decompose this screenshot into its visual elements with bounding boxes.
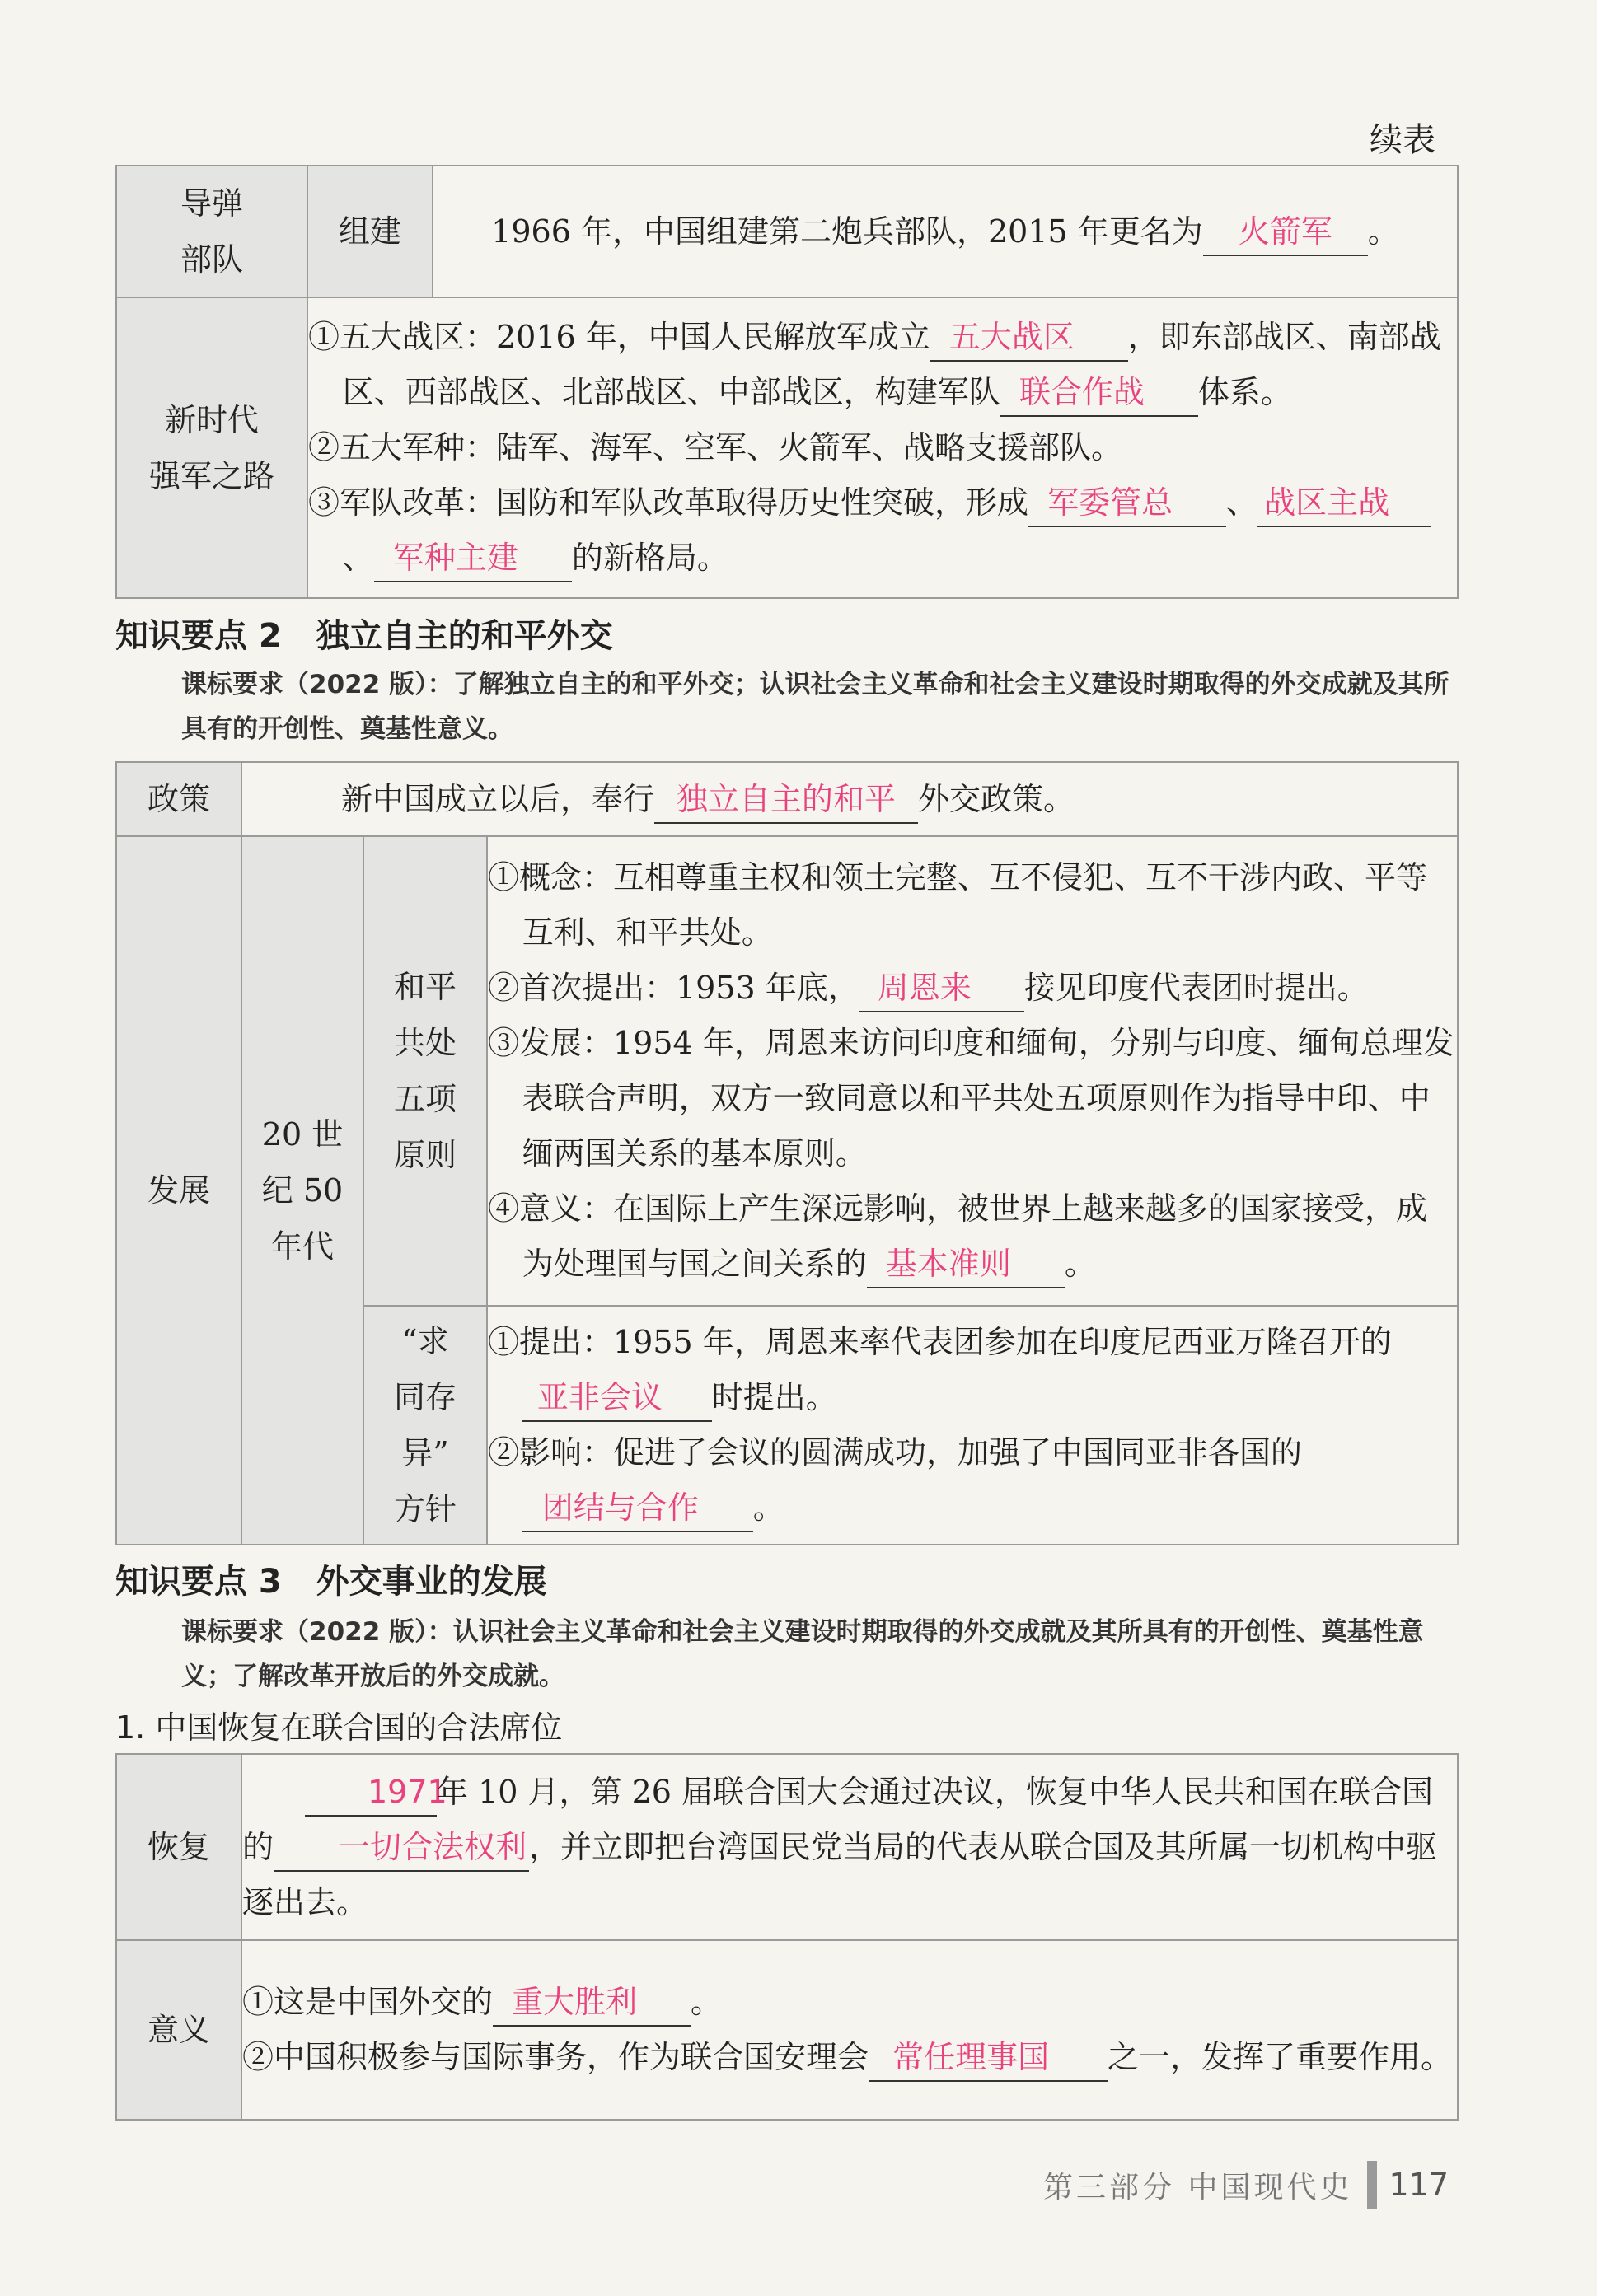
answer-blank: 一切合法权利 [274, 1824, 529, 1872]
answer-blank: 1971 [305, 1769, 437, 1817]
answer-blank: 军委管总 [1028, 479, 1226, 527]
curriculum-requirement-2: 课标要求（2022 版）：了解独立自主的和平外交；认识社会主义革命和社会主义建设时期取得的外交成就及其所具有的开创性、奠基性意义。 [181, 670, 1449, 744]
cell-meaning-content [241, 1940, 1458, 2120]
table-row [116, 836, 1458, 1306]
part-title: 第三部分 中国现代史 [1043, 2170, 1353, 2205]
cell-new-era-content [307, 297, 1458, 598]
row-label-meaning: 意义 [116, 1940, 241, 2120]
table-row [116, 762, 1458, 836]
curriculum-requirement-3: 课标要求（2022 版）：认识社会主义革命和社会主义建设时期取得的外交成就及其所具有的开创性、奠基性意义；了解改革开放后的外交成就。 [181, 1617, 1424, 1691]
list-item: ①提出：1955 年，周恩来率代表团参加在印度尼西亚万隆召开的亚非会议 时提出。 [488, 1315, 1457, 1425]
page-footer [1043, 2161, 1449, 2209]
answer-blank: 重大胜利 [493, 1979, 691, 2027]
diplomacy-table [115, 761, 1459, 1545]
continued-label: 续表 [1370, 121, 1435, 159]
list-item: ①五大战区：2016 年，中国人民解放军成立 五大战区 ，即东部战区、南部战区、西部战区、北部战区、中部战区，构建军队 联合作战 体系。 [308, 310, 1457, 420]
list-item: ④意义：在国际上产生深远影响，被世界上越来越多的国家接受，成为处理国与国之间关系的 基本准则 。 [488, 1181, 1457, 1292]
list-item: ②中国积极参与国际事务，作为联合国安理会 常任理事国 之一，发挥了重要作用。 [242, 2030, 1457, 2085]
row-label-restore: 恢复 [116, 1754, 241, 1940]
cell-seek-common [487, 1306, 1458, 1545]
list-item: ②五大军种：陆军、海军、空军、火箭军、战略支援部队。 [308, 429, 1123, 465]
row-label-missile: 导弹 部队 [116, 166, 307, 297]
table-row [116, 1754, 1458, 1940]
page-number: 117 [1389, 2167, 1449, 2203]
row-label-policy: 政策 [116, 762, 241, 836]
list-item: ③军队改革：国防和军队改革取得历史性突破，形成 军委管总 、 战区主战、 军种主建 的新格局。 [308, 475, 1457, 586]
footer-divider [1367, 2161, 1377, 2209]
answer-blank: 团结与合作 [522, 1485, 753, 1532]
cell-five-principles [487, 836, 1458, 1306]
answer-blank: 常任理事国 [869, 2034, 1108, 2082]
principle-label-five: 和平 共处 五项 原则 [363, 836, 487, 1306]
answer-blank: 亚非会议 [522, 1374, 712, 1422]
answer-blank: 基本准则 [867, 1241, 1065, 1288]
list-item: ①概念：互相尊重主权和领土完整、互不侵犯、互不干涉内政、平等互利、和平共处。 [488, 859, 1428, 951]
answer-blank: 火箭军 [1203, 208, 1368, 256]
principle-label-seek-common: “求 同存 异” 方针 [363, 1306, 487, 1545]
table-row [116, 1940, 1458, 2120]
row-sublabel-establish: 组建 [307, 166, 433, 297]
cell-missile-content: 1966 年，中国组建第二炮兵部队，2015 年更名为 火箭军 。 [433, 166, 1458, 297]
answer-blank: 联合作战 [1000, 369, 1198, 417]
answer-blank: 五大战区 [930, 314, 1128, 362]
answer-blank: 独立自主的和平 [654, 776, 918, 824]
cell-restore-content: 1971年 10 月，第 26 届联合国大会通过决议，恢复中华人民共和国在联合国的 一切合法权利，并立即把台湾国民党当局的代表从联合国及其所属一切机构中驱逐出去。 [241, 1754, 1458, 1940]
military-table [115, 165, 1459, 599]
cell-policy-content: 新中国成立以后，奉行 独立自主的和平 外交政策。 [241, 762, 1458, 836]
table-row [116, 166, 1458, 297]
table-row [116, 297, 1458, 598]
era-label: 20 世 纪 50 年代 [241, 836, 363, 1545]
answer-blank: 周恩来 [859, 965, 1024, 1012]
un-table [115, 1753, 1459, 2121]
list-item: ②影响：促进了会议的圆满成功，加强了中国同亚非各国的团结与合作 。 [488, 1425, 1457, 1536]
subheading-un-seat: 1. 中国恢复在联合国的合法席位 [115, 1709, 563, 1746]
section-title-2: 知识要点 2 独立自主的和平外交 [115, 617, 613, 655]
list-item: ③发展：1954 年，周恩来访问印度和缅甸，分别与印度、缅甸总理发表联合声明，双方一致同意以和平共处五项原则作为指导中印、中缅两国关系的基本原则。 [488, 1025, 1454, 1171]
list-item: ②首次提出：1953 年底， 周恩来 接见印度代表团时提出。 [488, 961, 1457, 1016]
answer-blank: 军种主建 [374, 535, 572, 582]
section-title-3: 知识要点 3 外交事业的发展 [115, 1563, 547, 1601]
row-label-development: 发展 [116, 836, 241, 1545]
row-label-new-era: 新时代 强军之路 [116, 297, 307, 598]
answer-blank: 战区主战 [1257, 479, 1431, 527]
list-item: ①这是中国外交的 重大胜利 。 [242, 1975, 1457, 2030]
